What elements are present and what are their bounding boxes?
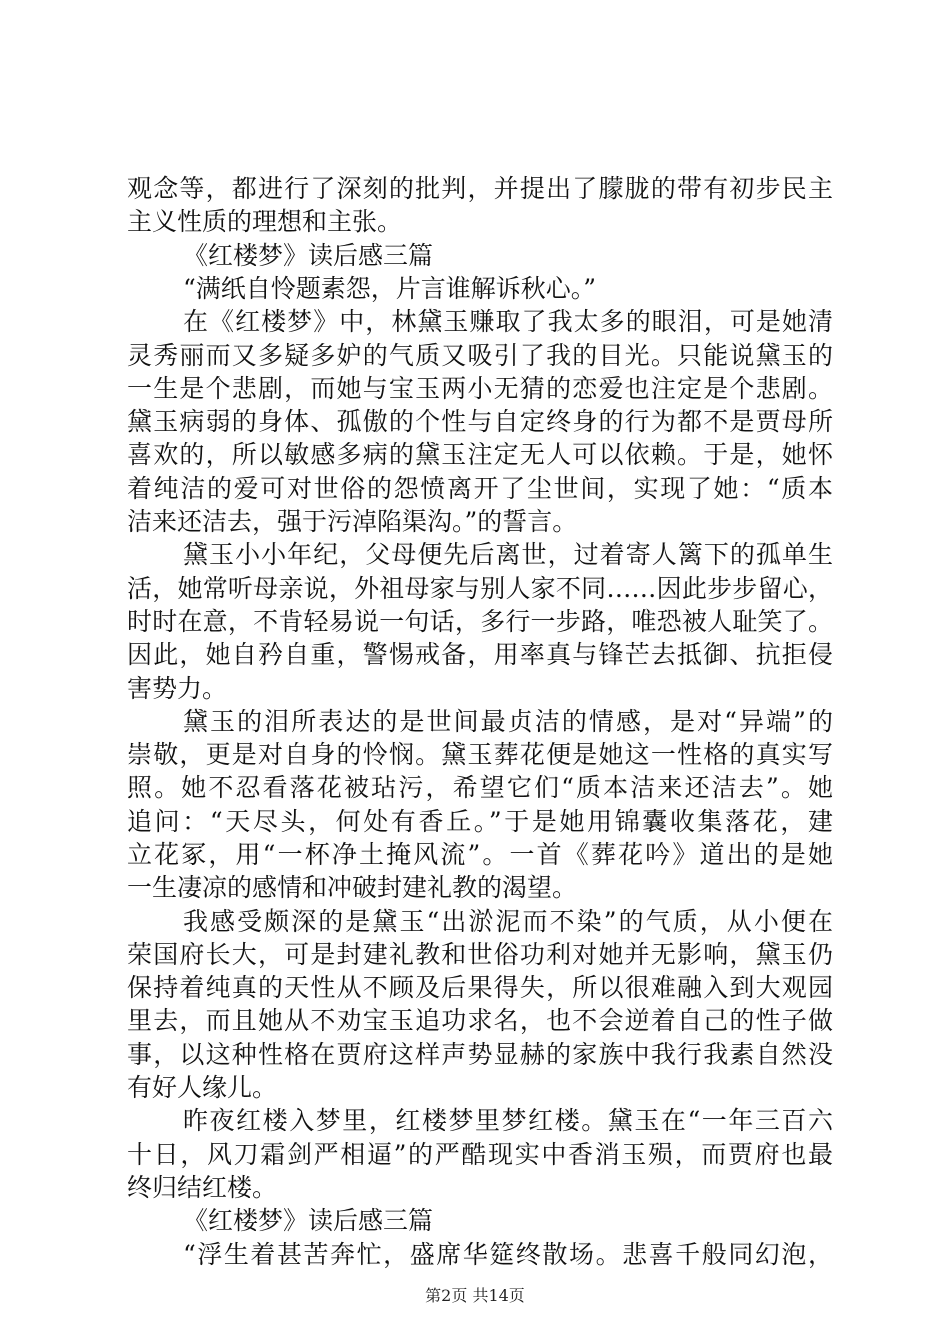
text-line: 在《红楼梦》中，林黛玉赚取了我太多的眼泪，可是她清 [183,307,833,336]
text-line: 观念等，都进行了深刻的批判，并提出了朦胧的带有初步民主 [127,174,833,203]
text-line: 害势力。 [127,674,228,703]
text-line: 立花冢，用“一杯净土掩风流”。一首《葬花吟》道出的是她 [127,840,833,869]
text-line: 照。她不忍看落花被玷污，希望它们“质本洁来还洁去”。她 [127,773,833,802]
text-line: 因此，她自矜自重，警惕戒备，用率真与锋芒去抵御、抗拒侵 [127,640,833,669]
text-line: 有好人缘儿。 [127,1073,278,1102]
quote-line: “浮生着甚苦奔忙，盛席华筵终散场。悲喜千般同幻泡， [183,1240,833,1269]
section-heading: 《红楼梦》读后感三篇 [183,1206,434,1235]
text-line: 黛玉小小年纪，父母便先后离世，过着寄人篱下的孤单生 [183,540,833,569]
text-line: 终归结红楼。 [127,1173,278,1202]
text-line: 我感受颇深的是黛玉“出淤泥而不染”的气质，从小便在 [183,907,833,936]
quote-line: “满纸自怜题素怨，片言谁解诉秋心。” [183,274,597,303]
text-line: 追问：“天尽头，何处有香丘。”于是她用锦囊收集落花，建 [127,807,833,836]
section-heading: 《红楼梦》读后感三篇 [183,241,434,270]
text-line: 里去，而且她从不劝宝玉追功求名，也不会逆着自己的性子做 [127,1006,833,1035]
text-line: 喜欢的，所以敏感多病的黛玉注定无人可以依赖。于是，她怀 [127,440,833,469]
text-line: 昨夜红楼入梦里，红楼梦里梦红楼。黛玉在“一年三百六 [183,1106,833,1135]
text-line: 时时在意，不肯轻易说一句话，多行一步路，唯恐被人耻笑了。 [127,607,833,636]
text-line: 一生凄凉的感情和冲破封建礼教的渴望。 [127,873,578,902]
text-line: 活，她常听母亲说，外祖母家与别人家不同……因此步步留心， [127,574,833,603]
text-line: 保持着纯真的天性从不顾及后果得失，所以很难融入到大观园 [127,973,833,1002]
text-line: 着纯洁的爱可对世俗的怨愤离开了尘世间，实现了她：“质本 [127,474,833,503]
text-line: 一生是个悲剧，而她与宝玉两小无猜的恋爱也注定是个悲剧。 [127,374,833,403]
text-line: 事，以这种性格在贾府这样声势显赫的家族中我行我素自然没 [127,1040,833,1069]
text-line: 黛玉病弱的身体、孤傲的个性与自定终身的行为都不是贾母所 [127,407,833,436]
text-line: 黛玉的泪所表达的是世间最贞洁的情感，是对“异端”的 [183,707,833,736]
text-line: 主义性质的理想和主张。 [127,207,403,236]
text-line: 灵秀丽而又多疑多妒的气质又吸引了我的目光。只能说黛玉的 [127,341,833,370]
text-line: 荣国府长大，可是封建礼教和世俗功利对她并无影响，黛玉仍 [127,940,833,969]
text-line: 十日，风刀霜剑严相逼”的严酷现实中香消玉殒，而贾府也最 [127,1140,833,1169]
text-line: 洁来还洁去，强于污淖陷渠沟。”的誓言。 [127,507,578,536]
page-number-footer: 第2页 共14页 [425,1286,525,1305]
text-line: 崇敬，更是对自身的怜悯。黛玉葬花便是她这一性格的真实写 [127,740,833,769]
